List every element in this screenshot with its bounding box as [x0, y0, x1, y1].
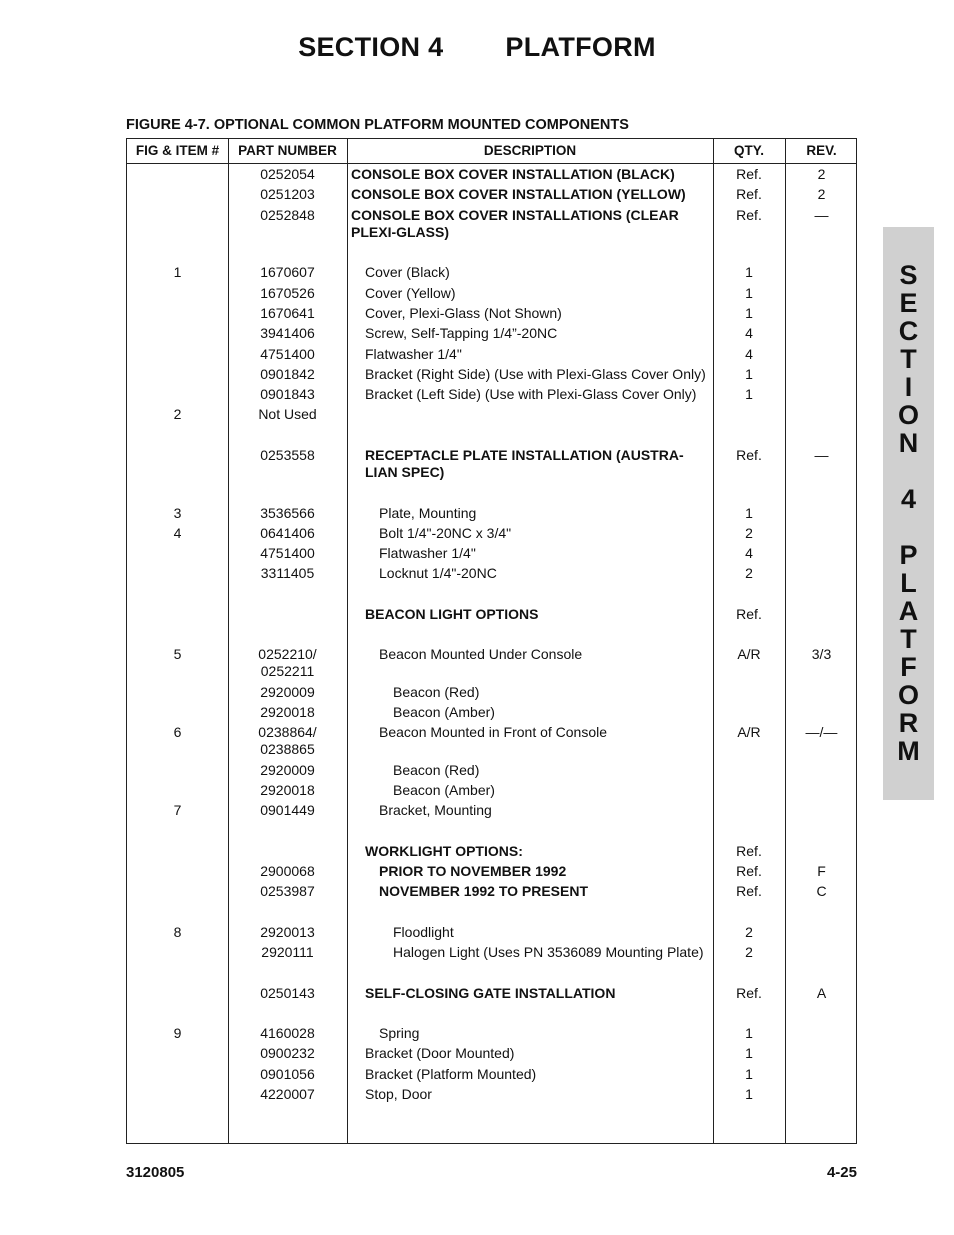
page-number: 4-25 — [826, 1164, 857, 1181]
qty-cell: 2 — [745, 525, 753, 541]
table-row — [127, 565, 858, 585]
part-number-cell: 0253558 — [260, 447, 315, 463]
table-row — [127, 863, 858, 883]
part-number-cell: 2920018 — [260, 704, 315, 720]
table-row — [127, 545, 858, 565]
qty-cell: 1 — [745, 1086, 753, 1102]
description-cell: Locknut 1/4"-20NC — [379, 565, 497, 581]
part-number-cell: Not Used — [258, 406, 317, 422]
section-label: SECTION 4 — [298, 32, 444, 62]
qty-cell: Ref. — [736, 883, 762, 899]
table-row — [127, 447, 858, 480]
fig-cell: 9 — [173, 1025, 182, 1041]
table-row — [127, 762, 858, 782]
part-number-cell: 2920009 — [260, 684, 315, 700]
part-number-cell: 4751400 — [260, 346, 315, 362]
table-row — [127, 1086, 858, 1106]
qty-cell: 2 — [745, 924, 753, 940]
part-number-cell: 3941406 — [260, 325, 315, 341]
description-cell: Cover, Plexi-Glass (Not Shown) — [365, 305, 562, 321]
table-row — [127, 186, 858, 206]
part-number-cell: 0238864/ 0238865 — [258, 724, 317, 757]
rev-cell: F — [817, 863, 826, 879]
table-row — [127, 883, 858, 903]
table-row — [127, 305, 858, 325]
part-number-cell: 2920018 — [260, 782, 315, 798]
side-tab-letter: T — [900, 624, 917, 654]
qty-cell: A/R — [737, 724, 761, 740]
table-row — [127, 606, 858, 626]
qty-cell: 2 — [745, 944, 753, 960]
part-number-cell: 1670607 — [260, 264, 315, 280]
part-number-cell: 0641406 — [260, 525, 315, 541]
part-number-cell: 0252210/ 0252211 — [258, 646, 317, 679]
side-tab-letter — [883, 457, 934, 485]
qty-cell: 1 — [745, 1025, 753, 1041]
part-number-cell: 4160028 — [260, 1025, 315, 1041]
side-tab-letter: I — [904, 372, 913, 402]
qty-cell: Ref. — [736, 186, 762, 202]
table-row — [127, 1045, 858, 1065]
table-row — [127, 802, 858, 822]
description-cell: SELF-CLOSING GATE INSTALLATION — [365, 985, 616, 1001]
description-cell: CONSOLE BOX COVER INSTALLATION (BLACK) — [351, 166, 675, 182]
table-row — [127, 1066, 858, 1086]
table-row — [127, 166, 858, 186]
description-cell: NOVEMBER 1992 TO PRESENT — [379, 883, 589, 899]
side-tab-letter: F — [900, 652, 917, 682]
part-number-cell: 0901843 — [260, 386, 315, 402]
description-cell: Flatwasher 1/4" — [379, 545, 476, 561]
description-cell: Bracket (Platform Mounted) — [365, 1066, 537, 1082]
description-cell: CONSOLE BOX COVER INSTALLATION (YELLOW) — [351, 186, 686, 202]
qty-cell: 1 — [745, 366, 753, 382]
qty-cell: Ref. — [736, 863, 762, 879]
table-row — [127, 985, 858, 1005]
side-tab-letter: O — [897, 400, 919, 430]
table-row — [127, 646, 858, 679]
fig-cell: 2 — [173, 406, 182, 422]
side-tab-letters — [883, 261, 934, 765]
part-number-cell: 2920009 — [260, 762, 315, 778]
description-cell: Beacon (Amber) — [393, 704, 495, 720]
qty-cell: Ref. — [736, 207, 762, 223]
rev-cell: — — [814, 447, 829, 463]
qty-cell: 1 — [745, 285, 753, 301]
fig-cell: 5 — [173, 646, 182, 662]
page-header — [0, 32, 954, 63]
part-number-cell: 2920013 — [260, 924, 315, 940]
section-title: PLATFORM — [505, 32, 656, 62]
qty-cell: 2 — [745, 565, 753, 581]
side-tab-letter: 4 — [900, 484, 917, 514]
column-header-fig: FIG & ITEM # — [135, 143, 220, 158]
description-cell: Spring — [379, 1025, 420, 1041]
fig-cell: 4 — [173, 525, 182, 541]
table-row — [127, 346, 858, 366]
qty-cell: 1 — [745, 264, 753, 280]
table-row — [127, 684, 858, 704]
part-number-cell: 0252848 — [260, 207, 315, 223]
side-tab-letter: A — [898, 596, 919, 626]
table-row — [127, 285, 858, 305]
side-tab-letter: C — [898, 316, 919, 346]
description-cell: Bracket (Left Side) (Use with Plexi-Glass Cover Only) — [365, 386, 697, 402]
part-number-cell: 4751400 — [260, 545, 315, 561]
rev-cell: 3/3 — [811, 646, 832, 662]
header-divider — [127, 163, 856, 164]
table-row — [127, 944, 858, 964]
description-cell: Halogen Light (Uses PN 3536089 Mounting Plate) — [393, 944, 704, 960]
table-row — [127, 264, 858, 284]
side-tab-letter: M — [897, 736, 920, 766]
description-cell: Stop, Door — [365, 1086, 432, 1102]
side-tab-letter: P — [899, 540, 918, 570]
qty-cell: 1 — [745, 1066, 753, 1082]
qty-cell: 1 — [745, 505, 753, 521]
table-row — [127, 782, 858, 802]
description-cell: Flatwasher 1/4" — [365, 346, 462, 362]
fig-cell: 1 — [173, 264, 182, 280]
description-cell: WORKLIGHT OPTIONS: — [365, 843, 523, 859]
part-number-cell: 3311405 — [260, 565, 315, 581]
part-number-cell: 4220007 — [260, 1086, 315, 1102]
part-number-cell: 0901056 — [260, 1066, 315, 1082]
description-cell: Cover (Yellow) — [365, 285, 456, 301]
description-cell: Beacon Mounted Under Console — [379, 646, 583, 662]
fig-cell: 3 — [173, 505, 182, 521]
side-tab-letter: E — [899, 288, 918, 318]
description-cell: Floodlight — [393, 924, 454, 940]
fig-cell: 7 — [173, 802, 182, 818]
description-cell: Beacon (Amber) — [393, 782, 495, 798]
description-cell: Bracket, Mounting — [379, 802, 492, 818]
description-cell: PRIOR TO NOVEMBER 1992 — [379, 863, 567, 879]
table-row — [127, 325, 858, 345]
doc-number: 3120805 — [126, 1164, 185, 1181]
description-cell: Beacon (Red) — [393, 684, 480, 700]
table-row — [127, 1025, 858, 1045]
column-header-description: DESCRIPTION — [483, 143, 577, 158]
table-row — [127, 386, 858, 406]
table-row — [127, 207, 858, 240]
side-tab-letter: S — [899, 260, 918, 290]
description-cell: Bolt 1/4"-20NC x 3/4" — [379, 525, 512, 541]
part-number-cell: 0901842 — [260, 366, 315, 382]
rev-cell: — — [814, 207, 829, 223]
side-tab-letter — [883, 513, 934, 541]
part-number-cell: 0253987 — [260, 883, 315, 899]
description-cell: CONSOLE BOX COVER INSTALLATIONS (CLEAR PLEXI-GLASS) — [351, 207, 679, 240]
qty-cell: 1 — [745, 305, 753, 321]
side-tab-letter: N — [898, 428, 919, 458]
table-row — [127, 406, 858, 426]
qty-cell: 4 — [745, 325, 753, 341]
rev-cell: 2 — [817, 186, 826, 202]
column-header-part: PART NUMBER — [238, 143, 337, 158]
side-tab-letter: O — [897, 680, 919, 710]
rev-cell: A — [816, 985, 827, 1001]
table-row — [127, 724, 858, 757]
rev-cell: —/— — [805, 724, 838, 740]
table-row — [127, 366, 858, 386]
part-number-cell: 1670526 — [260, 285, 315, 301]
qty-cell: 1 — [745, 386, 753, 402]
part-number-cell: 0251203 — [260, 186, 315, 202]
part-number-cell: 1670641 — [260, 305, 315, 321]
qty-cell: Ref. — [736, 447, 762, 463]
column-header-rev: REV. — [806, 143, 837, 158]
table-row — [127, 843, 858, 863]
description-cell: Plate, Mounting — [379, 505, 477, 521]
table-row — [127, 704, 858, 724]
part-number-cell: 3536566 — [260, 505, 315, 521]
description-cell: Bracket (Right Side) (Use with Plexi-Glass Cover Only) — [365, 366, 706, 382]
qty-cell: 1 — [745, 1045, 753, 1061]
table-row — [127, 525, 858, 545]
description-cell: Cover (Black) — [365, 264, 450, 280]
description-cell: Beacon (Red) — [393, 762, 480, 778]
part-number-cell: 0900232 — [260, 1045, 315, 1061]
part-number-cell: 2920111 — [261, 944, 314, 960]
part-number-cell: 0250143 — [260, 985, 315, 1001]
description-cell: RECEPTACLE PLATE INSTALLATION (AUSTRA- LIAN SPEC) — [365, 447, 684, 480]
qty-cell: Ref. — [736, 843, 762, 859]
fig-cell: 8 — [173, 924, 182, 940]
description-cell: BEACON LIGHT OPTIONS — [365, 606, 539, 622]
qty-cell: Ref. — [736, 985, 762, 1001]
qty-cell: Ref. — [736, 166, 762, 182]
description-cell: Bracket (Door Mounted) — [365, 1045, 515, 1061]
qty-cell: 4 — [745, 545, 753, 561]
rev-cell: C — [816, 883, 827, 899]
rev-cell: 2 — [817, 166, 826, 182]
figure-title: FIGURE 4-7. OPTIONAL COMMON PLATFORM MOUNTED COMPONENTS — [126, 117, 629, 133]
part-number-cell: 0901449 — [260, 802, 315, 818]
part-number-cell: 2900068 — [260, 863, 315, 879]
table-row — [127, 505, 858, 525]
column-header-qty: QTY. — [733, 143, 764, 158]
qty-cell: Ref. — [736, 606, 762, 622]
side-tab-letter: R — [898, 708, 919, 738]
parts-table — [126, 138, 857, 1144]
description-cell: Beacon Mounted in Front of Console — [379, 724, 608, 740]
description-cell: Screw, Self-Tapping 1/4”-20NC — [365, 325, 558, 341]
side-tab-letter: T — [900, 344, 917, 374]
qty-cell: 4 — [745, 346, 753, 362]
section-side-tab — [883, 227, 934, 800]
fig-cell: 6 — [173, 724, 182, 740]
part-number-cell: 0252054 — [260, 166, 315, 182]
side-tab-letter: L — [900, 568, 917, 598]
table-row — [127, 924, 858, 944]
qty-cell: A/R — [737, 646, 761, 662]
